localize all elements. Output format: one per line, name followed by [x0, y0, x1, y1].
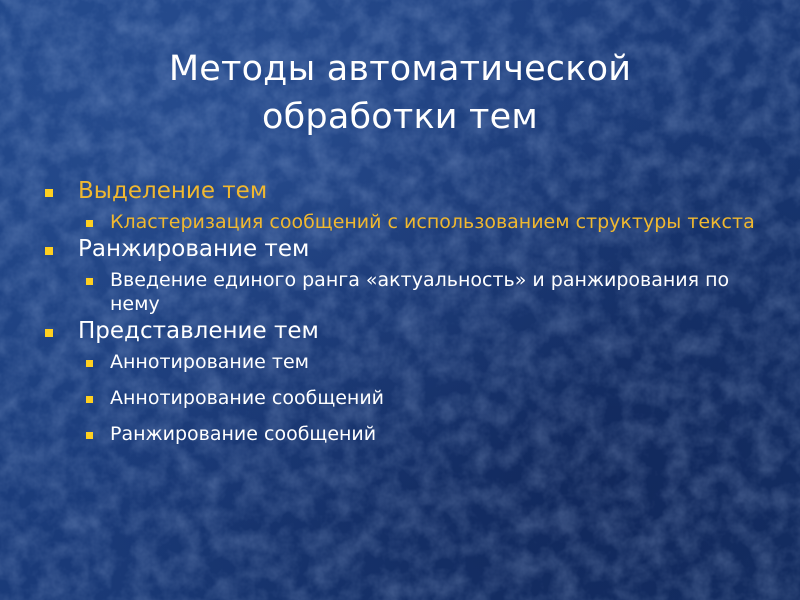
slide-title — [100, 45, 700, 141]
sub-bullet-label: Аннотирование сообщений — [110, 387, 385, 409]
square-bullet-icon — [45, 247, 53, 255]
square-bullet-icon — [86, 396, 93, 403]
square-bullet-icon — [86, 360, 93, 367]
sub-bullet-item-message-ranking — [40, 422, 760, 446]
square-bullet-icon — [45, 189, 53, 197]
bullet-item-topic-presentation — [40, 316, 760, 346]
square-bullet-icon — [86, 278, 93, 285]
sub-bullet-item-message-annotation — [40, 386, 760, 410]
sub-bullet-label: Аннотирование тем — [110, 351, 309, 373]
sub-bullet-label: Введение единого ранга «актуальность» и ранжирования по нему — [110, 269, 730, 315]
bullet-item-topic-extraction — [40, 176, 760, 206]
title-line-1: Методы автоматической — [168, 49, 632, 89]
square-bullet-icon — [45, 329, 53, 337]
sub-bullet-label: Кластеризация сообщений с использованием структуры текста — [110, 211, 755, 233]
sub-bullet-item-relevance-rank — [40, 268, 760, 316]
sub-bullet-item-topic-annotation — [40, 350, 760, 374]
bullet-item-label: Ранжирование тем — [78, 236, 310, 262]
bullet-item-topic-ranking — [40, 234, 760, 264]
bullet-list — [40, 176, 760, 446]
bullet-item-label: Представление тем — [78, 318, 319, 344]
square-bullet-icon — [86, 220, 93, 227]
bullet-item-label: Выделение тем — [78, 178, 268, 204]
sub-bullet-item-clustering — [40, 210, 760, 234]
sub-bullet-label: Ранжирование сообщений — [110, 423, 377, 445]
square-bullet-icon — [86, 432, 93, 439]
title-line-2: обработки тем — [262, 97, 538, 137]
